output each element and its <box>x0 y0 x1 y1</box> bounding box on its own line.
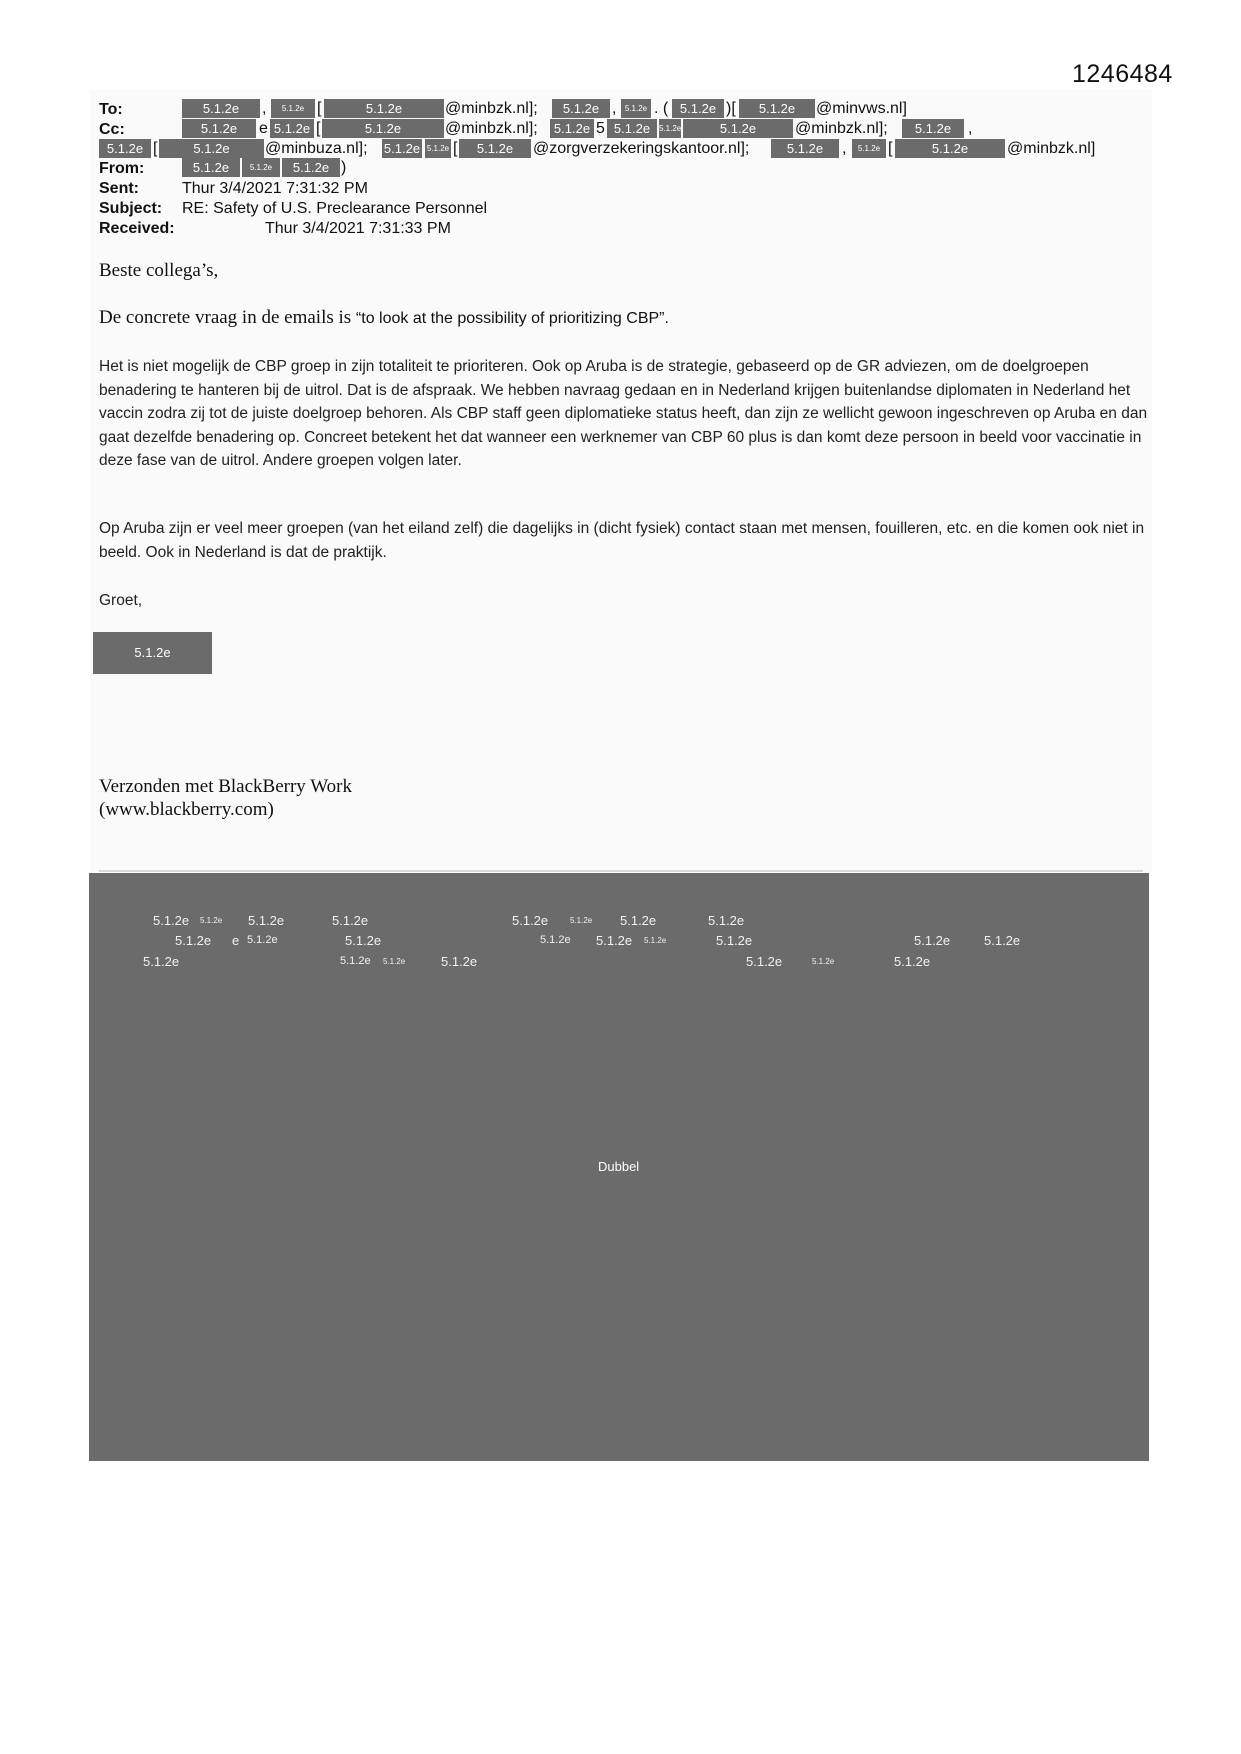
subject-label: Subject: <box>99 200 163 217</box>
redaction: 5.1.2e <box>383 957 406 966</box>
redaction: 5.1.2e <box>812 957 835 966</box>
greeting: Beste collega’s, <box>99 260 219 281</box>
redaction: 5.1.2e <box>550 119 594 138</box>
body-paragraph-1: Het is niet mogelijk de CBP groep in zijn totaliteit te prioriteren. Ook op Aruba is de strategie, gebaseerd op de GR adviezen, om de doelgroepen benadering te hanteren bij de uitrol. Dat is de afspraak. We hebben navraag gedaan en in Nederland krijgen buitenlandse diplomaten in Nederland het vaccin zodra zij tot de juiste doelgroep behoren. Als CBP staff geen diplomatieke status heeft, dan zijn ze wellicht gewoon ingeschreven op Aruba en dan gaat dezelfde benadering op. Concreet betekent het dat wanneer een werknemer van CBP 60 plus is dan komt deze persoon in beeld voor vaccinatie in deze fase van de uitrol. Andere groepen volgen later. <box>99 358 1148 469</box>
divider <box>99 870 1143 872</box>
redaction: 5.1.2e <box>672 99 724 118</box>
redaction: 5.1.2e <box>242 158 280 177</box>
redaction: 5.1.2e <box>332 913 369 928</box>
withheld-label: Dubbel <box>598 1159 640 1174</box>
redaction: 5.1.2e <box>282 158 340 177</box>
redaction: 5.1.2e <box>739 99 815 118</box>
redaction: 5.1.2e <box>512 913 549 928</box>
redaction: 5.1.2e <box>271 99 315 118</box>
redaction: 5.1.2e <box>659 119 681 138</box>
sent-label: Sent: <box>99 180 139 197</box>
redaction: 5.1.2e <box>552 99 610 118</box>
received-label: Received: <box>99 220 175 237</box>
cc-domain: @zorgverzekeringskantoor.nl]; <box>533 140 750 157</box>
redaction: 5.1.2e <box>607 119 657 138</box>
from-close: ) <box>341 159 347 176</box>
redaction: 5.1.2e <box>683 119 793 138</box>
redaction: 5.1.2e <box>902 119 964 138</box>
redaction: 5.1.2e <box>570 916 593 925</box>
redaction: 5.1.2e <box>270 119 314 138</box>
redaction: 5.1.2e <box>644 936 667 945</box>
sent-with-line1: Verzonden met BlackBerry Work <box>99 776 352 797</box>
redaction: 5.1.2e <box>324 99 444 118</box>
redaction: 5.1.2e <box>143 954 180 969</box>
cc-domain: @minbzk.nl] <box>1007 140 1096 157</box>
redaction: 5.1.2e <box>596 933 633 948</box>
closing: Groet, <box>99 592 143 609</box>
redaction: 5.1.2e <box>620 913 657 928</box>
redaction: 5.1.2e <box>716 933 753 948</box>
body-paragraph-2: Op Aruba zijn er veel meer groepen (van het eiland zelf) die dagelijks in (dicht fysiek) contact staan met mensen, fouilleren, etc. en die komen ook niet in beeld. Ook in Nederland is dat de praktijk. <box>99 520 1145 561</box>
to-domain: @minvws.nl] <box>816 100 907 117</box>
redaction: 5.1.2e <box>914 933 951 948</box>
redaction: 5.1.2e <box>182 99 260 118</box>
redaction: 5.1.2e <box>984 933 1021 948</box>
redaction: 5.1.2e <box>852 139 886 158</box>
redaction: 5.1.2e <box>175 933 212 948</box>
redaction: 5.1.2e <box>746 954 783 969</box>
redaction: 5.1.2e <box>200 916 223 925</box>
document-number: 1246484 <box>1072 60 1173 88</box>
cc-domain: @minbzk.nl]; <box>795 120 888 137</box>
redaction: 5.1.2e <box>248 913 285 928</box>
redaction: 5.1.2e <box>153 913 190 928</box>
redaction: 5.1.2e <box>771 139 839 158</box>
redaction: 5.1.2e <box>895 139 1005 158</box>
cc-label: Cc: <box>99 121 125 138</box>
redaction: 5.1.2e <box>708 913 745 928</box>
redaction: 5.1.2e <box>322 119 444 138</box>
from-label: From: <box>99 160 145 177</box>
cc-domain: @minbzk.nl]; <box>445 120 538 137</box>
redaction: 5.1.2e <box>159 139 264 158</box>
redaction: 5.1.2e <box>425 139 451 158</box>
redaction: 5.1.2e <box>182 119 256 138</box>
signature-redaction: 5.1.2e <box>93 632 212 674</box>
redaction: 5.1.2e <box>459 139 531 158</box>
sent-with-line2: (www.blackberry.com) <box>99 799 274 820</box>
to-domain: @minbzk.nl]; <box>445 100 538 117</box>
to-label: To: <box>99 101 123 118</box>
redaction: 5.1.2e <box>345 933 382 948</box>
redaction: 5.1.2e <box>99 139 151 158</box>
redaction: 5.1.2e <box>383 141 421 156</box>
request-quote: “to look at the possibility of prioritizing CBP”. <box>355 310 669 327</box>
subject-value: RE: Safety of U.S. Preclearance Personnel <box>182 200 488 217</box>
received-value: Thur 3/4/2021 7:31:33 PM <box>265 220 451 237</box>
sent-value: Thur 3/4/2021 7:31:32 PM <box>182 180 368 197</box>
redaction: 5.1.2e <box>441 954 478 969</box>
redaction: 5.1.2e <box>894 954 931 969</box>
request-prefix: De concrete vraag in de emails is <box>99 307 356 328</box>
redaction: 5.1.2e <box>247 934 278 946</box>
request-line <box>99 307 669 329</box>
redaction: 5.1.2e <box>340 955 371 967</box>
redaction: 5.1.2e <box>540 934 571 946</box>
redaction: 5.1.2e <box>621 99 651 118</box>
cc-domain: @minbuza.nl]; <box>265 140 368 157</box>
redaction: 5.1.2e <box>182 158 240 177</box>
